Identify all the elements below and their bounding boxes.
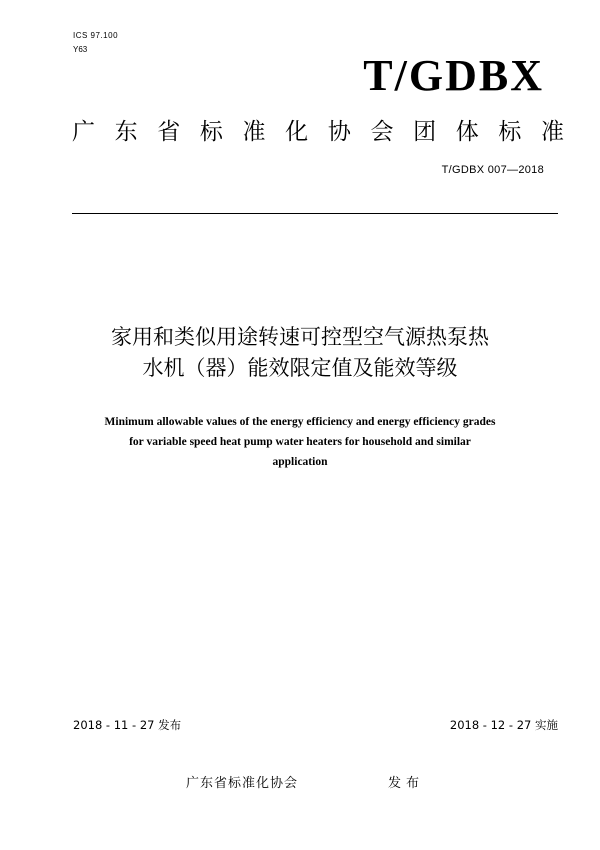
standard-type: 广东省标准化协会团体标准 bbox=[72, 119, 564, 145]
issuing-organization: 广东省标准化协会 bbox=[186, 776, 299, 791]
implementation-date: 2018 - 12 - 27 实施 bbox=[449, 718, 558, 732]
english-title-line-1: Minimum allowable values of the energy efficiency and energy efficiency grades bbox=[104, 416, 496, 428]
issue-date: 2018 - 11 - 27 发布 bbox=[73, 718, 182, 732]
english-title-line-2: for variable speed heat pump water heaters for household and similar bbox=[129, 436, 471, 448]
ics-code: ICS 97.100 bbox=[73, 31, 119, 40]
classification-code: Y63 bbox=[73, 45, 88, 54]
header-divider bbox=[72, 213, 558, 214]
standard-mark: T/GDBX bbox=[363, 51, 544, 100]
chinese-title-line-1: 家用和类似用途转速可控型空气源热泵热 bbox=[111, 325, 489, 349]
issue-verb: 发布 bbox=[388, 776, 425, 791]
chinese-title-line-2: 水机（器）能效限定值及能效等级 bbox=[142, 356, 458, 380]
chinese-title bbox=[40, 322, 560, 384]
english-title-line-3: application bbox=[272, 456, 328, 468]
english-title bbox=[40, 412, 560, 472]
standard-number: T/GDBX 007—2018 bbox=[441, 164, 544, 176]
